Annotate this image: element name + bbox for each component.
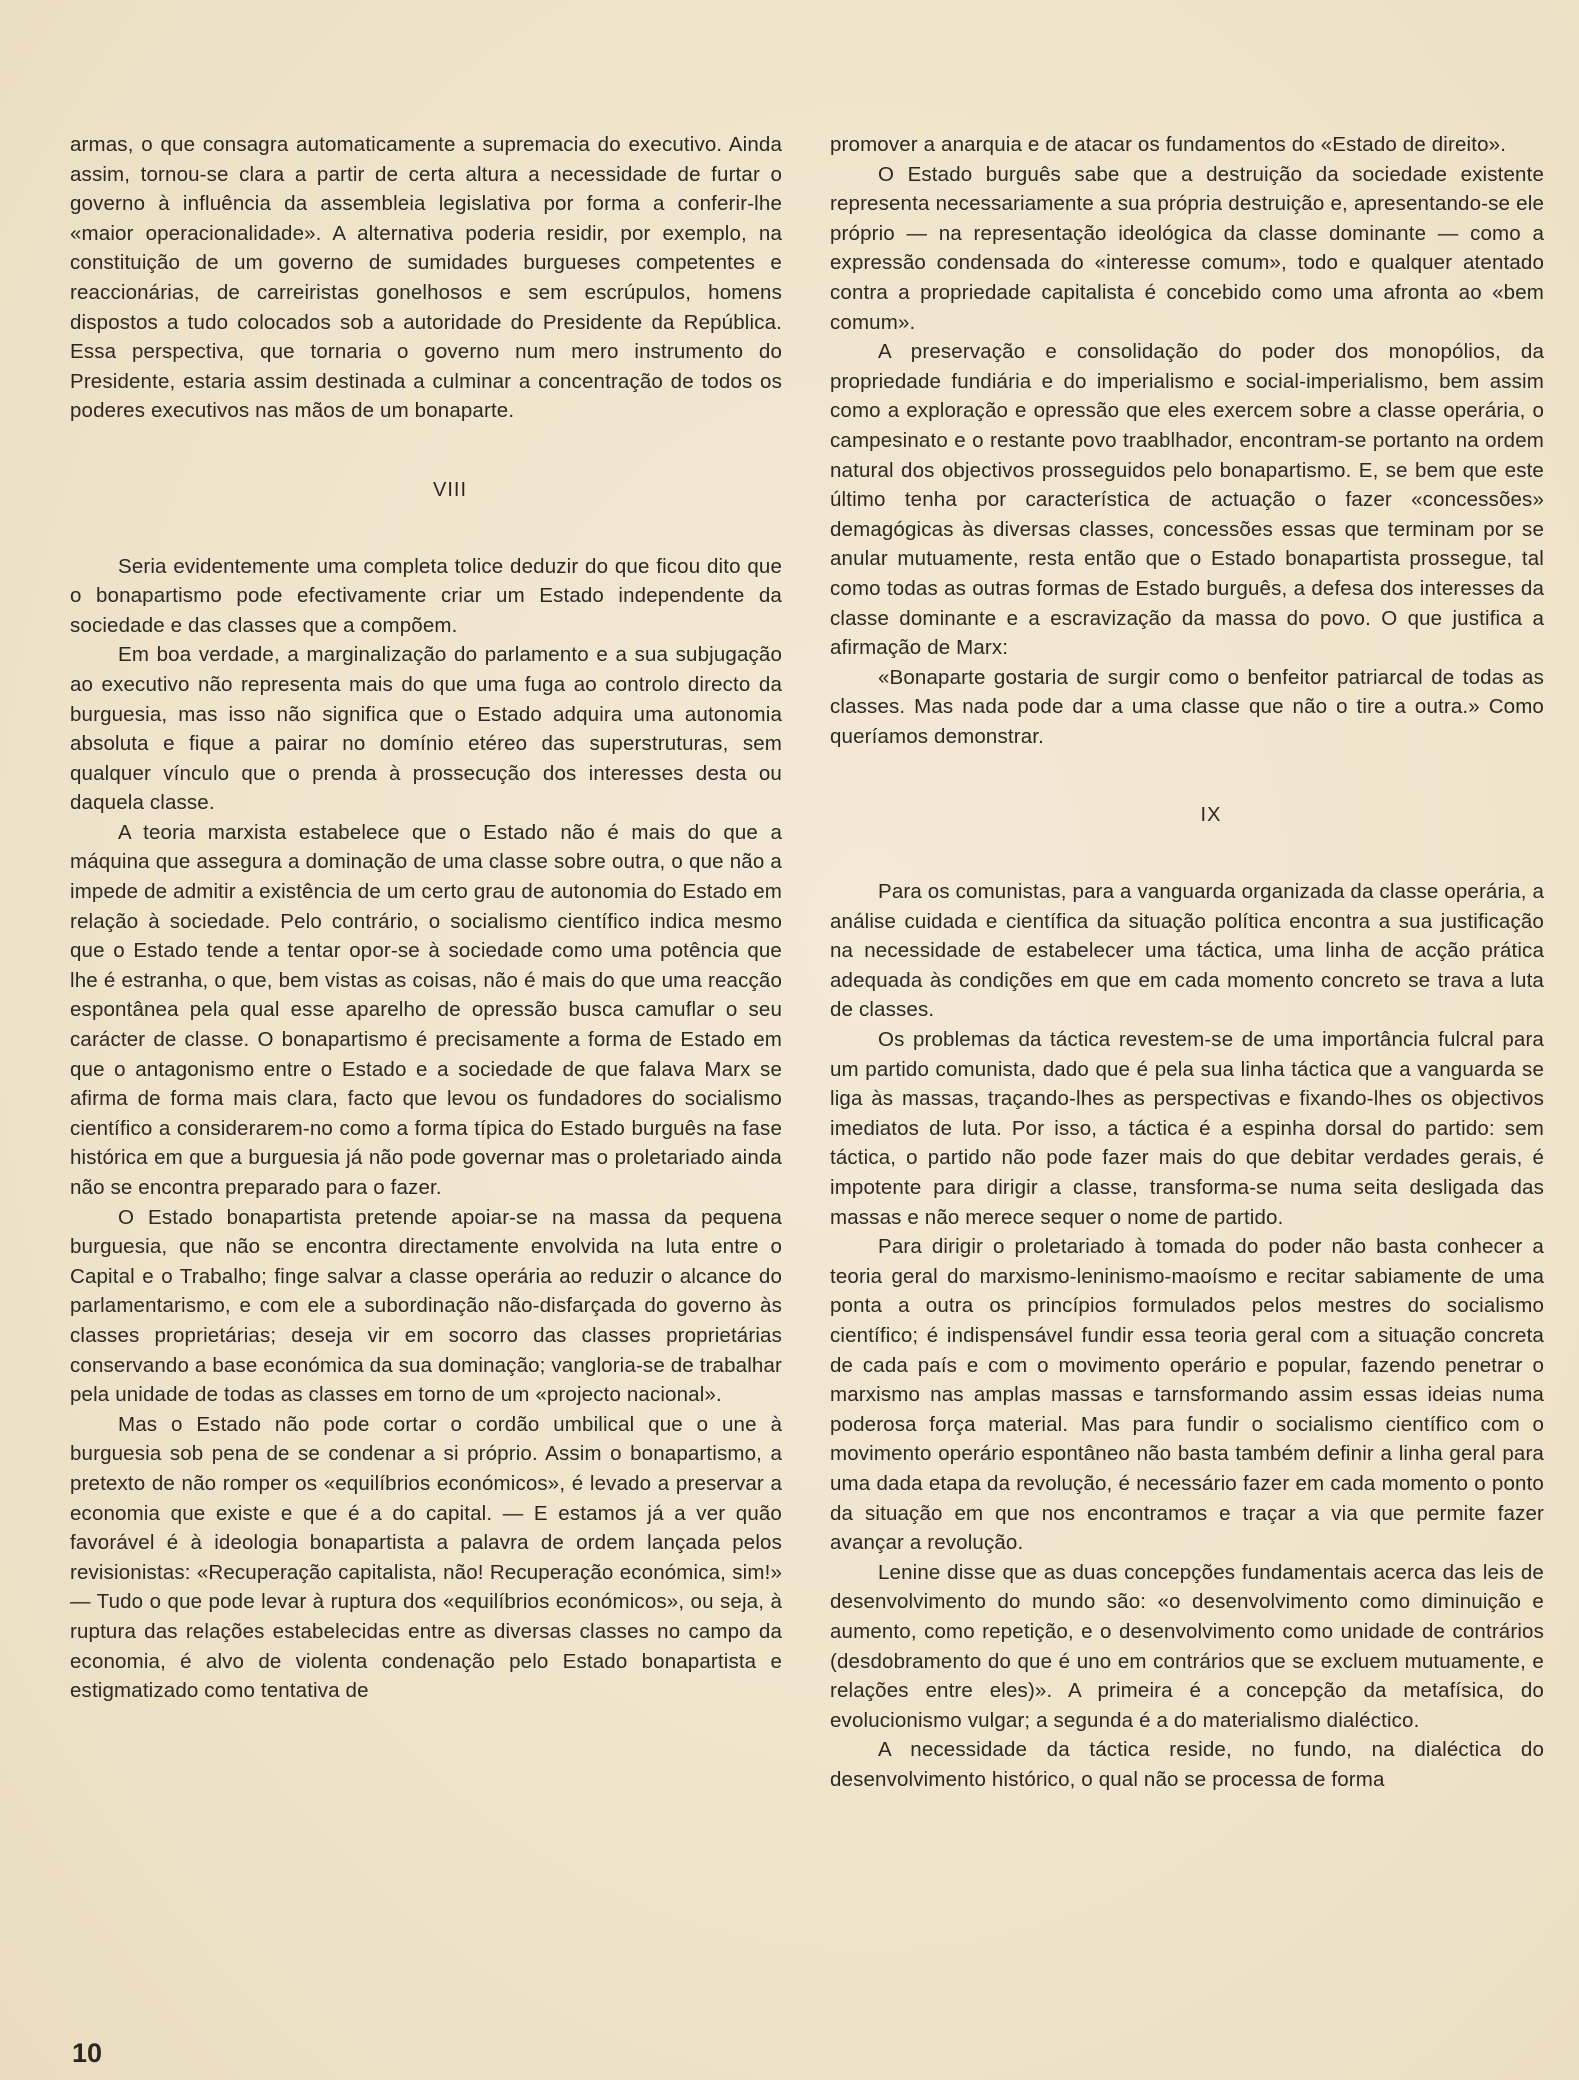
- right-paragraph-8: Lenine disse que as duas concepções fundamentais acerca das leis de desenvolvimento do mundo são: «o desenvolvimento como diminuição e aumento, como repetição, e o desenvolvimento como unidade de contrários (desdobramento do que é uno em contrários que se excluem mutuamente, e relações entre eles)». A primeira é a concepção da metafísica, do evolucionismo vulgar; a segunda é a do materialismo dialéctico.: [830, 1560, 1544, 1732]
- section-heading-viii: VIII: [432, 478, 467, 501]
- left-paragraph-5: O Estado bonapartista pretende apoiar-se na massa da pequena burguesia, que não se encontra directamente envolvida na luta entre o Capital e o Trabalho; finge salvar a classe operária ao reduzir o alcance do parlamentarismo, e com ele a subordinação não-disfarçada do governo às classes proprietárias; deseja vir em socorro das classes proprietárias conservando a base económica da sua dominação; vangloria-se de trabalhar pela unidade de todas as classes em torno de um «projecto nacional».: [70, 1205, 782, 1407]
- right-paragraph-7: Para dirigir o proletariado à tomada do poder não basta conhecer a teoria geral do marxismo-leninismo-maoísmo e recitar sabiamente de uma ponta a outra os princípios formulados pelos mestres do socialismo científico; é indispensável fundir essa teoria geral com a situação concreta de cada país e com o movimento operário e popular, fazendo penetrar o marxismo nas amplas massas e tarnsformando assim essas ideias numa poderosa força material. Mas para fundir o socialismo científico com o movimento operário espontâneo não basta também definir a linha geral para uma dada etapa da revolução, é necessário fazer em cada momento o ponto da situação em que nos encontramos e traçar a via que permite fazer avançar a revolução.: [830, 1235, 1544, 1555]
- right-paragraph-3: A preservação e consolidação do poder dos monopólios, da propriedade fundiária e do imperialismo e social-imperialismo, bem assim como a exploração e opressão que eles exercem sobre a classe operária, o campesinato e o restante povo traablhador, encontram-se portanto na ordem natural dos objectivos prosseguidos pelo bonapartismo. E, se bem que este último tenha por característica de actuação o fazer «concessões» demagógicas às diversas classes, concessões essas que terminam por se anular mutuamente, resta então que o Estado bonapartista prossegue, tal como todas as outras formas de Estado burguês, a defesa dos interesses da classe dominante e a escravização da massa do povo. O que justifica a afirmação de Marx:: [830, 340, 1544, 660]
- left-column: [70, 130, 782, 1706]
- right-paragraph-5: Para os comunistas, para a vanguarda organizada da classe operária, a análise cuidada e científica da situação política encontra a sua justificação na necessidade de estabelecer uma táctica, uma linha de acção prática adequada às condições em que em cada momento concreto se trava a luta de classes.: [830, 880, 1544, 1022]
- right-column: [830, 130, 1544, 1794]
- marx-quote: «Bonaparte gostaria de surgir como o benfeitor patriarcal de todas as classes. Mas nada pode dar a uma classe que não o tire a outra.» Como queríamos demonstrar.: [830, 665, 1544, 748]
- left-paragraph-4: A teoria marxista estabelece que o Estado não é mais do que a máquina que assegura a dominação de uma classe sobre outra, o que não a impede de admitir a existência de um certo grau de autonomia do Estado em relação à sociedade. Pelo contrário, o socialismo científico indica mesmo que o Estado tende a tentar opor-se à sociedade como uma potência que lhe é estranha, o que, bem vistas as coisas, não é mais do que uma reacção espontânea pela qual esse aparelho de opressão busca camuflar o seu carácter de classe. O bonapartismo é precisamente a forma de Estado em que o antagonismo entre o Estado e a sociedade de que falava Marx se afirma de forma mais clara, facto que levou os fundadores do socialismo científico a considerarem-no como a forma típica do Estado burguês na fase histórica em que a burguesia já não pode governar mas o proletariado ainda não se encontra preparado para o fazer.: [70, 820, 782, 1199]
- left-paragraph-2: Seria evidentemente uma completa tolice deduzir do que ficou dito que o bonapartismo pode efectivamente criar um Estado independente da sociedade e das classes que a compõem.: [70, 554, 782, 637]
- left-paragraph-1: armas, o que consagra automaticamente a supremacia do executivo. Ainda assim, tornou-se clara a partir de certa altura a necessidade de furtar o governo à influência da assembleia legislativa por forma a conferir-lhe «maior operacionalidade». A alternativa poderia residir, por exemplo, na constituição de um governo de sumidades burgueses competentes e reaccionárias, de carreiristas gonelhosos e sem escrúpulos, homens dispostos a tudo colocados sob a autoridade do Presidente da República. Essa perspectiva, que tornaria o governo num mero instrumento do Presidente, estaria assim destinada a culminar a concentração de todos os poderes executivos nas mãos de um bonaparte.: [70, 133, 782, 423]
- section-heading-ix: IX: [1200, 804, 1222, 827]
- right-paragraph-9: A necessidade da táctica reside, no fundo, na dialéctica do desenvolvimento histórico, o qual não se processa de forma: [830, 1738, 1544, 1791]
- right-paragraph-1: promover a anarquia e de atacar os fundamentos do «Estado de direito».: [830, 133, 1507, 156]
- left-paragraph-6: Mas o Estado não pode cortar o cordão umbilical que o une à burguesia sob pena de se condenar a si próprio. Assim o bonapartismo, a pretexto de não romper os «equilíbrios económicos», é levado a preservar a economia que existe e que é a do capital. — E estamos já a ver quão favorável é à ideologia bonapartista a palavra de ordem lançada pelos revisionistas: «Recuperação capitalista, não! Recuperação económica, sim!» — Tudo o que pode levar à ruptura dos «equilíbrios económicos», ou seja, à ruptura das relações estabelecidas entre as diversas classes no campo da economia, é alvo de violenta condenação pelo Estado bonapartista e estigmatizado como tentativa de: [70, 1412, 782, 1703]
- right-paragraph-6: Os problemas da táctica revestem-se de uma importância fulcral para um partido comunista, dado que é pela sua linha táctica que a vanguarda se liga às massas, traçando-lhes as perspectivas e fixando-lhes os objectivos imediatos de luta. Por isso, a táctica é a espinha dorsal do partido: sem táctica, o partido não pode fazer mais do que debitar verdades gerais, é impotente para dirigir a classe, transforma-se numa seita desligada das massas e não merece sequer o nome de partido.: [830, 1028, 1544, 1229]
- page-number: 10: [72, 2038, 103, 2068]
- right-paragraph-2: O Estado burguês sabe que a destruição da sociedade existente representa necessariamente a sua própria destruição e, apresentando-se ele próprio — na representação ideológica da classe dominante — como a expressão condensada do «interesse comum», todo e qualquer atentado contra a propriedade capitalista é concebido como uma afronta ao «bem comum».: [830, 162, 1544, 334]
- left-paragraph-3: Em boa verdade, a marginalização do parlamento e a sua subjugação ao executivo não representa mais do que uma fuga ao controlo directo da burguesia, mas isso não significa que o Estado adquira uma autonomia absoluta e fique a pairar no domínio etéreo das superstruturas, sem qualquer vínculo que o prenda à prossecução dos interesses desta ou daquela classe.: [70, 643, 782, 815]
